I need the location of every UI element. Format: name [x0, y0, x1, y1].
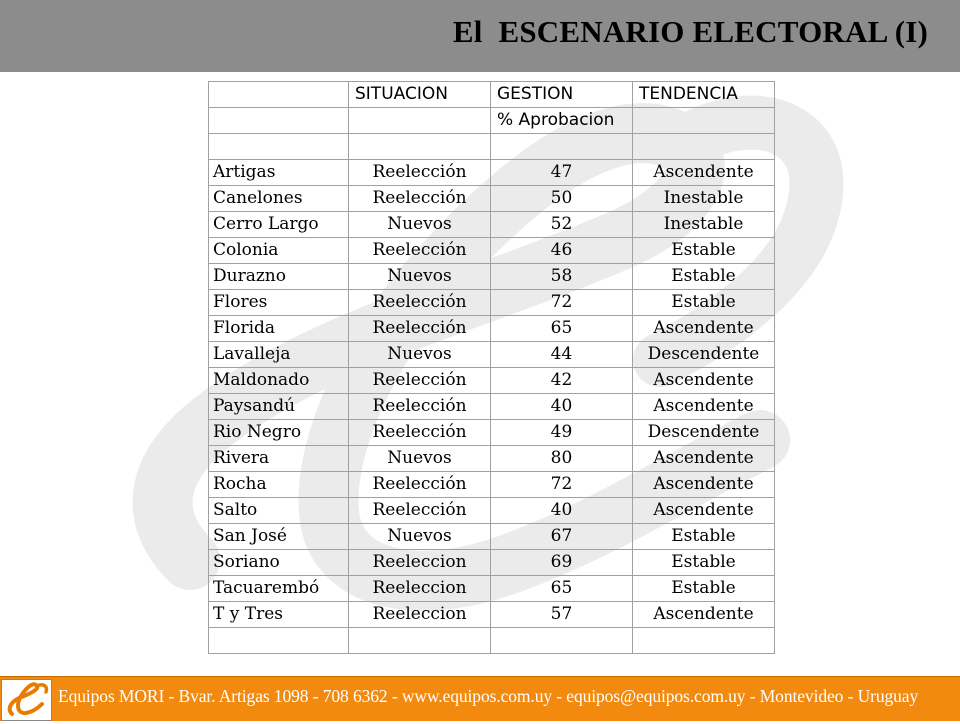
department-cell: San José [209, 524, 349, 550]
gestion-cell: 65 [491, 576, 633, 602]
empty-cell [633, 628, 775, 654]
table-row [209, 524, 775, 550]
tendencia-cell: Estable [633, 550, 775, 576]
gestion-cell: 57 [491, 602, 633, 628]
department-cell: Rocha [209, 472, 349, 498]
gestion-cell: 47 [491, 160, 633, 186]
empty-cell [209, 134, 349, 160]
empty-cell [491, 134, 633, 160]
table-row [209, 186, 775, 212]
situacion-cell: Nuevos [349, 212, 491, 238]
gestion-cell: 50 [491, 186, 633, 212]
table-row [209, 342, 775, 368]
table-row [209, 316, 775, 342]
empty-cell [633, 134, 775, 160]
electoral-table [208, 81, 775, 654]
table-row [209, 446, 775, 472]
gestion-cell: 72 [491, 290, 633, 316]
situacion-cell: Reelección [349, 160, 491, 186]
table-row [209, 420, 775, 446]
situacion-cell: Reelección [349, 394, 491, 420]
tendencia-cell: Inestable [633, 212, 775, 238]
situacion-cell: Nuevos [349, 342, 491, 368]
subheader-cell [349, 108, 491, 134]
gestion-cell: 72 [491, 472, 633, 498]
header-cell-tendencia: TENDENCIA [633, 82, 775, 108]
header-cell-gestion: GESTION [491, 82, 633, 108]
gestion-cell: 40 [491, 498, 633, 524]
gestion-cell: 58 [491, 264, 633, 290]
table-spacer-row [209, 134, 775, 160]
department-cell: Rivera [209, 446, 349, 472]
table-row [209, 550, 775, 576]
situacion-cell: Nuevos [349, 446, 491, 472]
department-cell: Tacuarembó [209, 576, 349, 602]
table-row [209, 576, 775, 602]
department-cell: Lavalleja [209, 342, 349, 368]
situacion-cell: Reelección [349, 420, 491, 446]
table-row [209, 160, 775, 186]
department-cell: Paysandú [209, 394, 349, 420]
table-row [209, 394, 775, 420]
tendencia-cell: Ascendente [633, 316, 775, 342]
tendencia-cell: Ascendente [633, 368, 775, 394]
gestion-cell: 44 [491, 342, 633, 368]
gestion-cell: 80 [491, 446, 633, 472]
empty-cell [349, 628, 491, 654]
situacion-cell: Reelección [349, 472, 491, 498]
subheader-cell [209, 108, 349, 134]
department-cell: Artigas [209, 160, 349, 186]
tendencia-cell: Estable [633, 524, 775, 550]
header-cell [209, 82, 349, 108]
subheader-cell [633, 108, 775, 134]
tendencia-cell: Ascendente [633, 498, 775, 524]
footer-contact-text: Equipos MORI - Bvar. Artigas 1098 - 708 6362 - www.equipos.com.uy - equipos@equipos.com.uy - Montevideo - Uruguay [58, 686, 919, 706]
situacion-cell: Nuevos [349, 264, 491, 290]
tendencia-cell: Ascendente [633, 472, 775, 498]
table-row [209, 368, 775, 394]
table-row [209, 212, 775, 238]
table-row [209, 290, 775, 316]
tendencia-cell: Estable [633, 238, 775, 264]
gestion-cell: 52 [491, 212, 633, 238]
situacion-cell: Reelección [349, 368, 491, 394]
situacion-cell: Reeleccion [349, 602, 491, 628]
table-row [209, 238, 775, 264]
subheader-cell-aprobacion: % Aprobacion [491, 108, 633, 134]
department-cell: Soriano [209, 550, 349, 576]
department-cell: Flores [209, 290, 349, 316]
empty-cell [349, 134, 491, 160]
department-cell: Florida [209, 316, 349, 342]
gestion-cell: 67 [491, 524, 633, 550]
situacion-cell: Reelección [349, 238, 491, 264]
situacion-cell: Reeleccion [349, 550, 491, 576]
tendencia-cell: Descendente [633, 342, 775, 368]
page-title: El ESCENARIO ELECTORAL (I) [452, 14, 928, 49]
department-cell: Canelones [209, 186, 349, 212]
gestion-cell: 46 [491, 238, 633, 264]
tendencia-cell: Inestable [633, 186, 775, 212]
header-cell-situacion: SITUACION [349, 82, 491, 108]
tendencia-cell: Descendente [633, 420, 775, 446]
situacion-cell: Reelección [349, 290, 491, 316]
empty-cell [209, 628, 349, 654]
gestion-cell: 65 [491, 316, 633, 342]
gestion-cell: 40 [491, 394, 633, 420]
tendencia-cell: Ascendente [633, 394, 775, 420]
tendencia-cell: Estable [633, 264, 775, 290]
gestion-cell: 42 [491, 368, 633, 394]
department-cell: T y Tres [209, 602, 349, 628]
situacion-cell: Reelección [349, 316, 491, 342]
situacion-cell: Reelección [349, 498, 491, 524]
department-cell: Rio Negro [209, 420, 349, 446]
tendencia-cell: Estable [633, 290, 775, 316]
table-header-row [209, 82, 775, 108]
situacion-cell: Reelección [349, 186, 491, 212]
table-subheader-row [209, 108, 775, 134]
gestion-cell: 49 [491, 420, 633, 446]
department-cell: Durazno [209, 264, 349, 290]
situacion-cell: Nuevos [349, 524, 491, 550]
tendencia-cell: Ascendente [633, 446, 775, 472]
table-spacer-row [209, 628, 775, 654]
department-cell: Maldonado [209, 368, 349, 394]
table-row [209, 472, 775, 498]
table-row [209, 498, 775, 524]
situacion-cell: Reeleccion [349, 576, 491, 602]
table-row [209, 602, 775, 628]
tendencia-cell: Ascendente [633, 160, 775, 186]
department-cell: Salto [209, 498, 349, 524]
gestion-cell: 69 [491, 550, 633, 576]
equipos-logo-icon [1, 679, 52, 721]
footer-bar [0, 676, 960, 721]
tendencia-cell: Estable [633, 576, 775, 602]
department-cell: Cerro Largo [209, 212, 349, 238]
table-row [209, 264, 775, 290]
department-cell: Colonia [209, 238, 349, 264]
tendencia-cell: Ascendente [633, 602, 775, 628]
empty-cell [491, 628, 633, 654]
